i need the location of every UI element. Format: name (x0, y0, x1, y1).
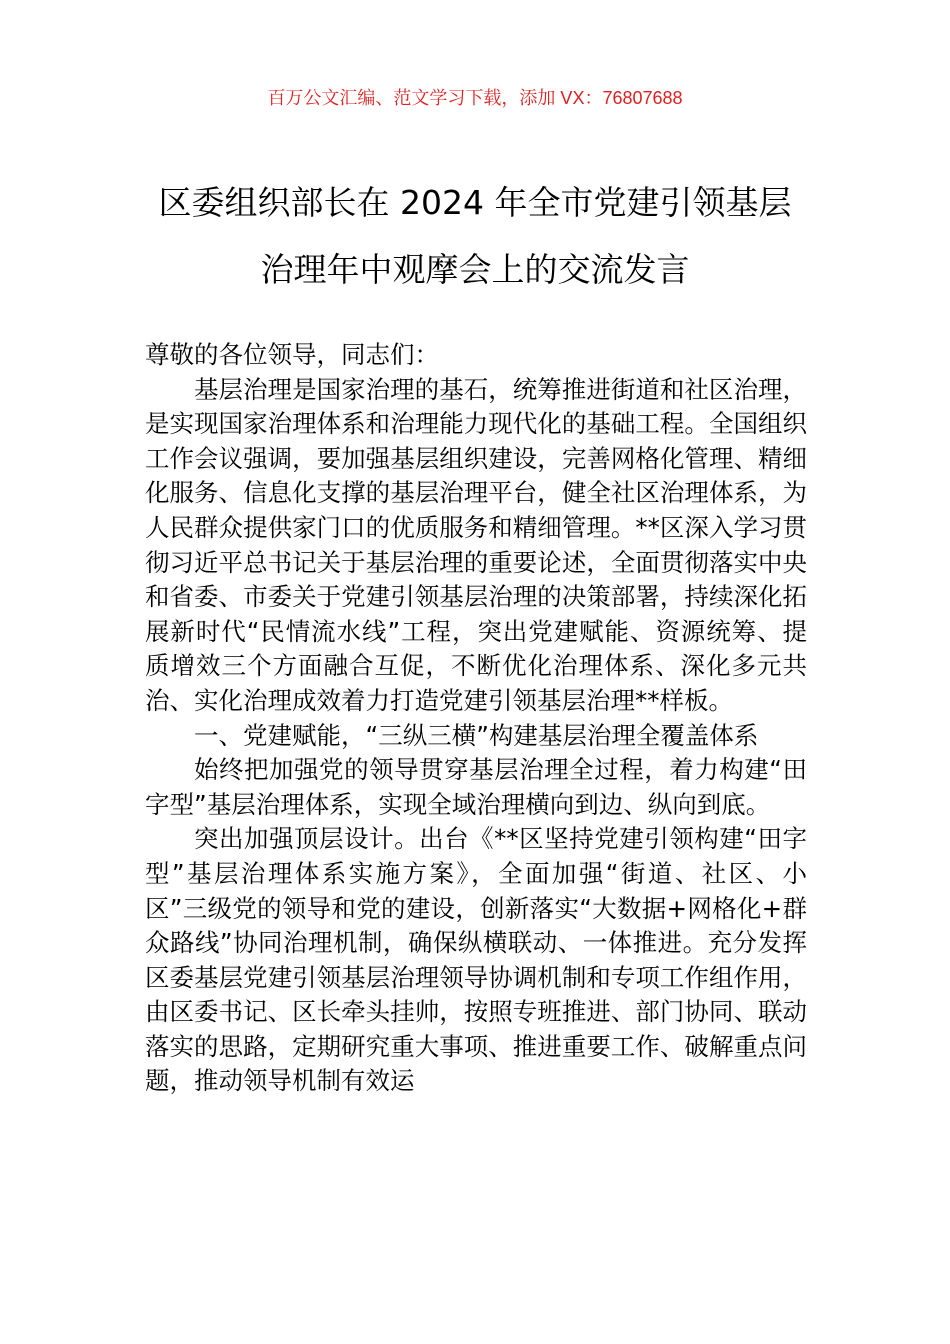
document-body (145, 338, 807, 1099)
salutation: 尊敬的各位领导，同志们： (145, 340, 439, 369)
document-title-line-2: 治理年中观摩会上的交流发言 (260, 250, 690, 289)
watermark-banner: 百万公文汇编、范文学习下载，添加 VX：76807688 (267, 88, 683, 108)
paragraph-section-1-summary: 始终把加强党的领导贯穿基层治理全过程，着力构建“田字型”基层治理体系，实现全域治理横向到边、纵向到底。 (145, 755, 807, 819)
section-heading-1: 一、党建赋能，“三纵三横”构建基层治理全覆盖体系 (194, 720, 759, 750)
document-title-line-1: 区委组织部长在 2024 年全市党建引领基层 (158, 183, 792, 222)
paragraph-top-level-design: 突出加强顶层设计。出台《**区坚持党建引领构建“田字型”基层治理体系实施方案》，全面加强“街道、社区、小区”三级党的领导和党的建设，创新落实“大数据+网格化+群众路线”协同治理机制，确保纵横联动、一体推进。充分发挥区委基层党建引领基层治理领导协调机制和专项工作组作用，由区委书记、区长牵头挂帅，按照专班推进、部门协同、联动落实的思路，定期研究重大事项、推进重要工作、破解重点问题，推动领导机制有效运 (145, 824, 807, 1096)
paragraph-intro: 基层治理是国家治理的基石，统筹推进街道和社区治理，是实现国家治理体系和治理能力现代化的基础工程。全国组织工作会议强调，要加强基层组织建设，完善网格化管理、精细化服务、信息化支撑的基层治理平台，健全社区治理体系，为人民群众提供家门口的优质服务和精细管理。**区深入学习贯彻习近平总书记关于基层治理的重要论述，全面贯彻落实中央和省委、市委关于党建引领基层治理的决策部署，持续深化拓展新时代“民情流水线”工程，突出党建赋能、资源统筹、提质增效三个方面融合互促，不断优化治理体系、深化多元共治、实化治理成效着力打造党建引领基层治理**样板。 (145, 374, 807, 715)
